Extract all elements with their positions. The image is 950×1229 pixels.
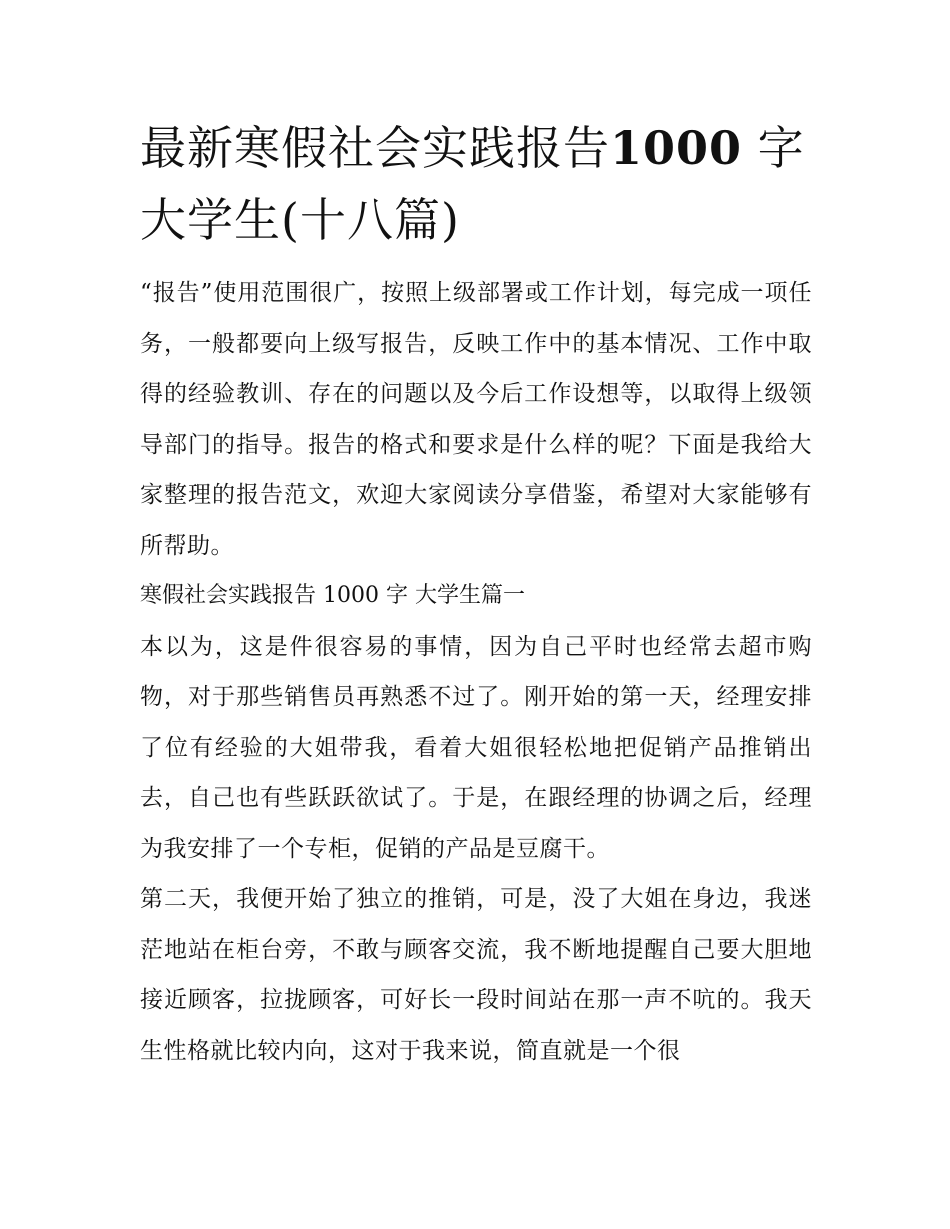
intro-paragraph: “报告”使用范围很广，按照上级部署或工作计划，每完成一项任务，一般都要向上级写报告，反映工作中的基本情况、工作中取得的经验教训、存在的问题以及今后工作设想等，以取得上级领导部门的指导。报告的格式和要求是什么样的呢？下面是我给大家整理的报告范文，欢迎大家阅读分享借鉴，希望对大家能够有所帮助。 xyxy=(140,280,812,559)
body-paragraph-1: 本以为，这是件很容易的事情，因为自己平时也经常去超市购物，对于那些销售员再熟悉不过了。刚开始的第一天，经理安排了位有经验的大姐带我，看着大姐很轻松地把促销产品推销出去，自己也有些跃跃欲试了。于是，在跟经理的协调之后，经理为我安排了一个专柜，促销的产品是豆腐干。 xyxy=(140,633,812,862)
section-heading: 寒假社会实践报告 1000 字 大学生篇一 xyxy=(140,583,525,608)
document-content xyxy=(140,112,812,1076)
title-number: 1000 xyxy=(610,121,743,175)
document-title xyxy=(140,112,812,256)
title-text-part2: 字大学生(十八篇) xyxy=(140,121,805,247)
title-text-part1: 最新寒假社会实践报告 xyxy=(140,121,610,175)
body-paragraph-2: 第二天，我便开始了独立的推销，可是，没了大姐在身边，我迷茫地站在柜台旁，不敢与顾客交流，我不断地提醒自己要大胆地接近顾客，拉拢顾客，可好长一段时间站在那一声不吭的。我天生性格就比较内向，这对于我来说，简直就是一个很 xyxy=(140,886,812,1064)
